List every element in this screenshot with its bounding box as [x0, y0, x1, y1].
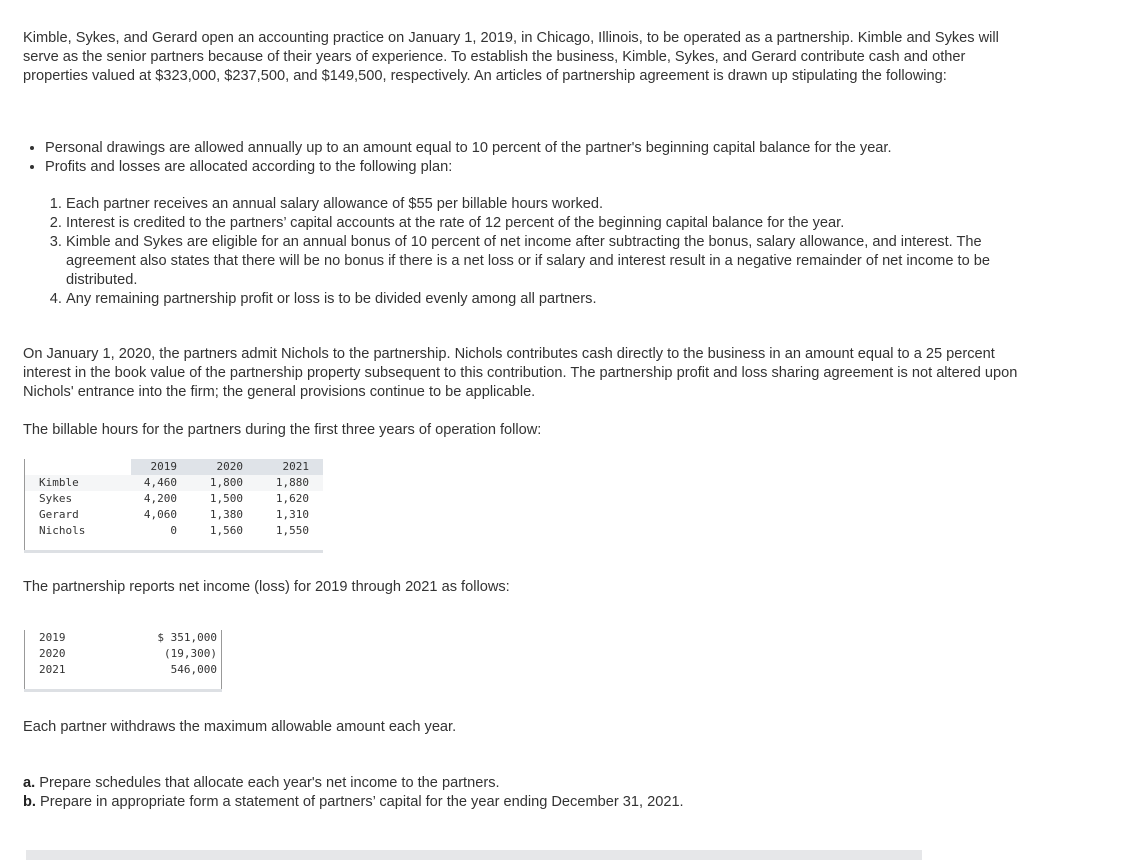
hours-cell: 4,200	[143, 492, 177, 505]
hours-cell: 1,380	[209, 508, 243, 521]
hours-cell: 1,550	[275, 524, 309, 537]
hours-cell: 1,620	[275, 492, 309, 505]
withdraw-text: Each partner withdraws the maximum allowable amount each year.	[23, 719, 457, 735]
income-amount: 546,000	[139, 662, 222, 678]
hours-cell: 1,500	[209, 492, 243, 505]
table-row	[25, 491, 324, 507]
nichols-paragraph: On January 1, 2020, the partners admit Nichols to the partnership. Nichols contributes cash directly to the business in an amount equal to a 25 percent interest in the book value of the partnership property subsequent to this contribution. The partnership profit and loss sharing agreement is not altered upon Nichols' entrance into the firm; the general provisions continue to be applicable.	[23, 346, 1018, 400]
hours-cell: 4,060	[143, 508, 177, 521]
table-row	[25, 475, 324, 491]
question-a	[23, 774, 1023, 793]
question-b-label: b.	[23, 794, 36, 810]
year-header: 2019	[131, 459, 177, 475]
table-footer	[25, 539, 324, 552]
income-year: 2020	[39, 647, 66, 660]
partner-name: Kimble	[25, 475, 132, 491]
net-income-table	[24, 630, 222, 692]
hours-cell: 1,800	[177, 475, 243, 491]
hours-cell: 0	[170, 524, 177, 537]
profit-plan-list	[45, 195, 1036, 309]
table-row	[25, 646, 222, 662]
plan-item-salary: 1. Each partner receives an annual salary allowance of $55 per billable hours worked.	[66, 195, 1036, 214]
table-row	[25, 630, 222, 646]
plan-item-interest: 2. Interest is credited to the partners’ capital accounts at the rate of 12 percent of the beginning capital balance for the year.	[66, 214, 1036, 233]
hours-cell: 1,560	[209, 524, 243, 537]
partner-name: Gerard	[39, 508, 79, 521]
plan-item-bonus: 3. Kimble and Sykes are eligible for an annual bonus of 10 percent of net income after subtracting the bonus, salary allowance, and interest. The agreement also states that there will be no bonus if there is a net loss or if salary and interest result in a negative remainder of net income to be distributed.	[66, 233, 1036, 290]
question-a-label: a.	[23, 775, 36, 791]
income-year: 2021	[39, 663, 66, 676]
income-amount: (19,300)	[139, 646, 222, 662]
bullet-drawings: • Personal drawings are allowed annually up to an amount equal to 10 percent of the partner's beginning capital balance for the year.	[45, 139, 1045, 158]
partner-name: Sykes	[39, 492, 73, 505]
billable-hours-table	[24, 459, 323, 553]
table-row	[25, 507, 324, 523]
year-header: 2020	[177, 459, 243, 475]
income-intro: The partnership reports net income (loss) for 2019 through 2021 as follows:	[23, 579, 510, 595]
question-a-text: Prepare schedules that allocate each year's net income to the partners.	[39, 775, 500, 791]
hours-cell: 4,460	[131, 475, 177, 491]
table-row	[25, 523, 324, 539]
question-b-text: Prepare in appropriate form a statement of partners’ capital for the year ending December 31, 2021.	[40, 794, 684, 810]
question-b	[23, 793, 1023, 812]
year-header: 2021	[243, 459, 323, 475]
table-footer	[25, 678, 222, 691]
hours-cell: 1,310	[275, 508, 309, 521]
table-row	[25, 662, 222, 678]
partner-name: Nichols	[39, 524, 86, 537]
income-year: 2019	[39, 631, 66, 644]
bullet-profit-plan: • Profits and losses are allocated according to the following plan:	[45, 158, 1045, 177]
agreement-bullets	[23, 139, 1045, 177]
bottom-scroll-area	[26, 850, 922, 860]
hours-intro: The billable hours for the partners during the first three years of operation follow:	[23, 422, 542, 438]
hours-cell: 1,880	[243, 475, 323, 491]
hours-header-row	[25, 459, 324, 475]
plan-item-remaining: 4. Any remaining partnership profit or loss is to be divided evenly among all partners.	[66, 290, 1036, 309]
income-amount: $ 351,000	[139, 630, 222, 646]
intro-paragraph: Kimble, Sykes, and Gerard open an accounting practice on January 1, 2019, in Chicago, Illinois, to be operated as a partnership. Kimble and Sykes will serve as the senior partners because of their years of experience. To establish the business, Kimble, Sykes, and Gerard contribute cash and other properties valued at $323,000, $237,500, and $149,500, respectively. An articles of partnership agreement is drawn up stipulating the following:	[23, 30, 999, 84]
